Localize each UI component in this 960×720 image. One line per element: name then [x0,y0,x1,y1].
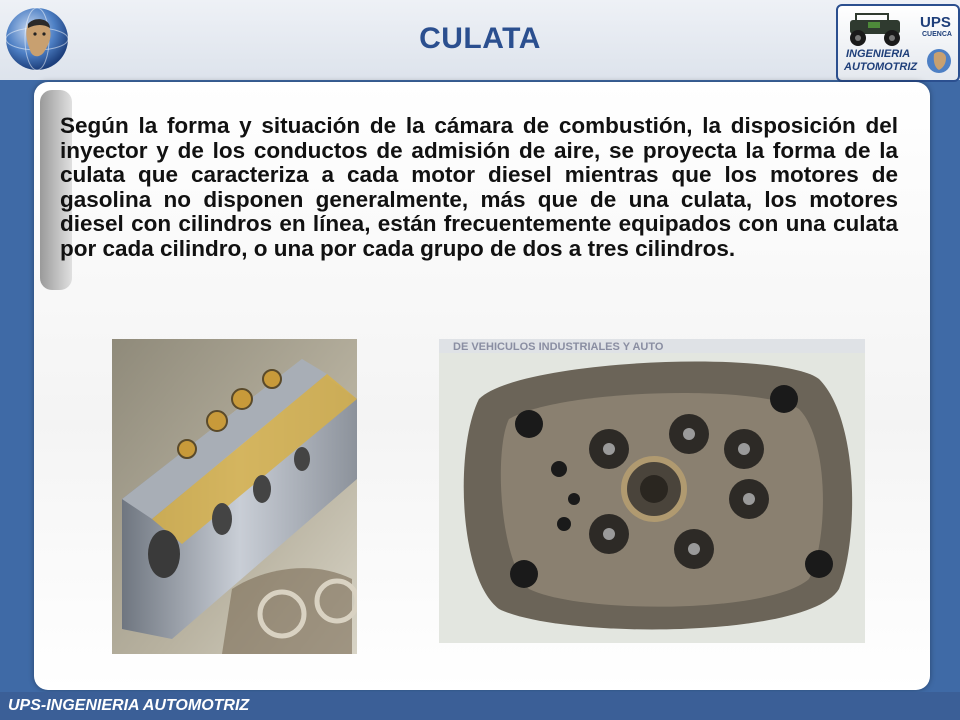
logo-automotriz-text: AUTOMOTRIZ [844,61,918,73]
ups-engineering-logo [836,4,960,82]
logo-ingenieria-text: INGENIERIA [846,48,911,60]
body-paragraph: Según la forma y situación de la cámara de combustión, la disposición del inyector y de los conductos de admisión de aire, se proyecta la forma de la culata que caracteriza a cada motor diesel mientras que los motores de gasolina no disponen generalmente, más que de una culata, los motores diesel con cilindros en línea, están frecuentemente equipados con una culata por cada cilindro, o una por cada grupo de dos a tres cilindros. [60,113,898,261]
logo-ups-text: UPS [920,14,951,31]
offroad-vehicle-icon [842,10,916,48]
photo-caption: DE VEHICULOS INDUSTRIALES Y AUTO [453,341,664,353]
cylinder-head-photo-left [112,339,357,654]
page-title: CULATA [419,22,541,55]
logo-globe-icon [926,46,952,76]
cylinder-head-photo-right [439,339,865,643]
logo-cuenca-text: CUENCA [922,31,952,38]
footer-label: UPS-INGENIERIA AUTOMOTRIZ [8,697,250,714]
